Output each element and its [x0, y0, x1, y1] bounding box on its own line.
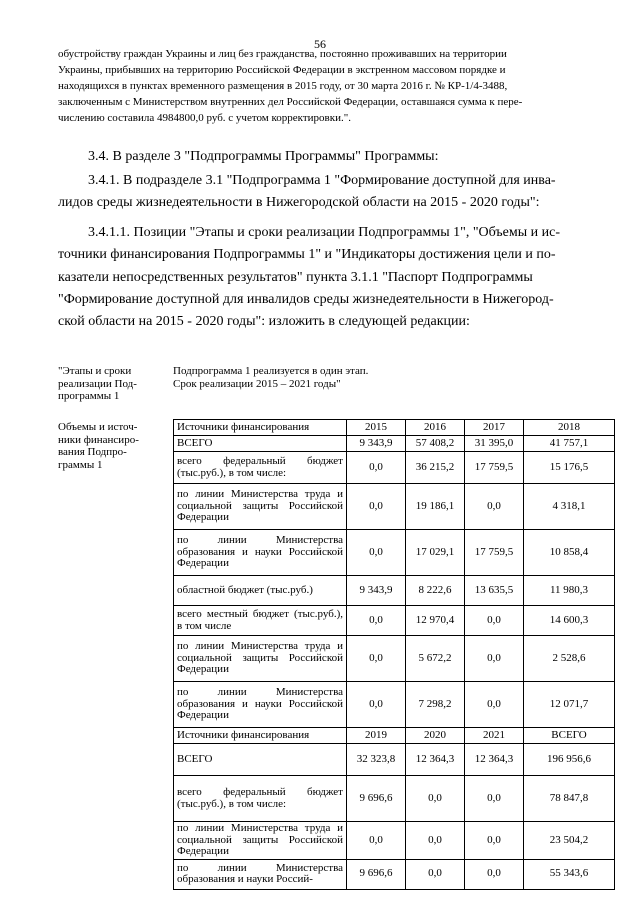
- intro-line: Украины, прибывших на территорию Российской Федерации в экстренном массовом порядке и: [58, 64, 506, 76]
- value-cell: 55 343,6: [524, 859, 615, 889]
- value-cell: 12 071,7: [524, 682, 615, 728]
- paragraph-line: точники финансирования Подпрограммы 1" и "Индикаторы достижения цели и по-: [58, 247, 556, 263]
- value-cell: 7 298,2: [406, 682, 465, 728]
- value-cell: 41 757,1: [524, 436, 615, 452]
- header-cell-source: Источники финансирования: [174, 420, 347, 436]
- value-cell: 12 364,3: [465, 744, 524, 776]
- row-label-cell: всего федеральный бюджет (тыс.руб.), в том числе:: [174, 452, 347, 484]
- value-cell: 0,0: [347, 606, 406, 636]
- row-label-cell: по линии Министерства труда и социальной защиты Российской Федерации: [174, 636, 347, 682]
- value-cell: 0,0: [406, 822, 465, 860]
- value-cell: 4 318,1: [524, 484, 615, 530]
- label-line: программы 1: [58, 390, 120, 402]
- value-cell: 57 408,2: [406, 436, 465, 452]
- value-cell: 0,0: [465, 636, 524, 682]
- value-cell: 14 600,3: [524, 606, 615, 636]
- amendment-paragraph: [58, 222, 590, 333]
- value-cell: 36 215,2: [406, 452, 465, 484]
- value-cell: 15 176,5: [524, 452, 615, 484]
- value-cell: 0,0: [465, 776, 524, 822]
- value-cell: 5 672,2: [406, 636, 465, 682]
- section-heading: 3.4. В разделе 3 "Подпрограммы Программы" Программы:: [88, 149, 439, 164]
- value-cell: 0,0: [347, 530, 406, 576]
- value-cell: 9 343,9: [347, 436, 406, 452]
- row-label-cell: по линии Министерства труда и социальной защиты Российской Федерации: [174, 484, 347, 530]
- table-header-row: [174, 420, 615, 436]
- row-label-cell: областной бюджет (тыс.руб.): [174, 576, 347, 606]
- value-cell: 9 696,6: [347, 776, 406, 822]
- row-label-cell: по линии Министерства образования и науки Россий-: [174, 859, 347, 889]
- value-cell: 17 759,5: [465, 452, 524, 484]
- row-label-cell: ВСЕГО: [174, 436, 347, 452]
- value-cell: 31 395,0: [465, 436, 524, 452]
- value-cell: 32 323,8: [347, 744, 406, 776]
- label-line: вания Подпро-: [58, 446, 127, 458]
- value-cell: 0,0: [465, 484, 524, 530]
- intro-line: заключенным с Министерством внутренних дел Российской Федерации, оставшаяся сумма к пере-: [58, 96, 523, 108]
- value-cell: 0,0: [406, 776, 465, 822]
- subsection-paragraph: [58, 170, 590, 215]
- table-row: [174, 636, 615, 682]
- intro-line: находящихся в пунктах временного размещения в 2015 году, от 30 марта 2016 г. № КР-1/4-3488,: [58, 80, 508, 92]
- value-cell: 2 528,6: [524, 636, 615, 682]
- paragraph-line: 3.4.1. В подразделе 3.1 "Подпрограмма 1 "Формирование доступной для инва-: [88, 173, 556, 188]
- paragraph-line: казатели непосредственных результатов" пункта 3.1.1 "Паспорт Подпрограммы: [58, 269, 533, 285]
- label-line: ники финансиро-: [58, 433, 139, 446]
- value-cell: 8 222,6: [406, 576, 465, 606]
- label-line: Объемы и источ-: [58, 421, 138, 433]
- paragraph-line: ской области на 2015 - 2020 годы": изложить в следующей редакции:: [58, 314, 470, 330]
- header-cell-year: ВСЕГО: [524, 728, 615, 744]
- row-label-cell: по линии Министерства образования и науки Российской Федерации: [174, 682, 347, 728]
- value-cell: 0,0: [347, 484, 406, 530]
- row-label-cell: всего федеральный бюджет (тыс.руб.), в том числе:: [174, 776, 347, 822]
- value-cell: 0,0: [465, 859, 524, 889]
- intro-paragraph: [58, 46, 590, 126]
- table-row: [174, 822, 615, 860]
- table-row: [174, 452, 615, 484]
- value-cell: 13 635,5: [465, 576, 524, 606]
- value-cell: 9 343,9: [347, 576, 406, 606]
- value-cell: 9 696,6: [347, 859, 406, 889]
- intro-line: числению составила 4984800,0 руб. с учетом корректировки.".: [58, 112, 351, 124]
- funding-table: [173, 419, 615, 890]
- value-cell: 12 364,3: [406, 744, 465, 776]
- table-header-row: [174, 728, 615, 744]
- row-label-cell: по линии Министерства труда и социальной защиты Российской Федерации: [174, 822, 347, 860]
- header-cell-year: 2016: [406, 420, 465, 436]
- value-cell: 0,0: [465, 682, 524, 728]
- label-line: "Этапы и сроки: [58, 365, 132, 377]
- value-cell: 0,0: [347, 452, 406, 484]
- value-cell: 0,0: [347, 636, 406, 682]
- row-label-cell: ВСЕГО: [174, 744, 347, 776]
- value-cell: 12 970,4: [406, 606, 465, 636]
- value-cell: 10 858,4: [524, 530, 615, 576]
- value-cell: 23 504,2: [524, 822, 615, 860]
- value-cell: 196 956,6: [524, 744, 615, 776]
- table-row: [174, 436, 615, 452]
- header-cell-year: 2019: [347, 728, 406, 744]
- funding-label: [58, 421, 164, 471]
- stages-line: Подпрограмма 1 реализуется в один этап.: [173, 365, 369, 377]
- table-row: [174, 682, 615, 728]
- value-cell: 17 759,5: [465, 530, 524, 576]
- value-cell: 19 186,1: [406, 484, 465, 530]
- table-row: [174, 530, 615, 576]
- row-label-cell: по линии Министерства образования и науки Российской Федерации: [174, 530, 347, 576]
- value-cell: 0,0: [347, 682, 406, 728]
- header-cell-year: 2015: [347, 420, 406, 436]
- value-cell: 78 847,8: [524, 776, 615, 822]
- table-row: [174, 744, 615, 776]
- paragraph-line: лидов среды жизнедеятельности в Нижегородской области на 2015 - 2020 годы":: [58, 195, 540, 211]
- label-line: граммы 1: [58, 458, 103, 471]
- table-row: [174, 859, 615, 889]
- header-cell-year: 2021: [465, 728, 524, 744]
- page-number: 56: [314, 37, 326, 51]
- intro-line: обустройству граждан Украины и лиц без гражданства, постоянно проживавших на территории: [58, 48, 507, 60]
- table-row: [174, 576, 615, 606]
- header-cell-year: 2018: [524, 420, 615, 436]
- label-line: реализации Под-: [58, 377, 137, 390]
- header-cell-year: 2017: [465, 420, 524, 436]
- paragraph-line: "Формирование доступной для инвалидов среды жизнедеятельности в Нижегород-: [58, 291, 554, 307]
- header-cell-year: 2020: [406, 728, 465, 744]
- stages-label: [58, 365, 164, 403]
- table-row: [174, 484, 615, 530]
- paragraph-line: 3.4.1.1. Позиции "Этапы и сроки реализации Подпрограммы 1", "Объемы и ис-: [88, 225, 561, 240]
- value-cell: 11 980,3: [524, 576, 615, 606]
- value-cell: 17 029,1: [406, 530, 465, 576]
- value-cell: 0,0: [406, 859, 465, 889]
- value-cell: 0,0: [465, 606, 524, 636]
- value-cell: 0,0: [465, 822, 524, 860]
- stages-line: Срок реализации 2015 – 2021 годы": [173, 377, 341, 390]
- table-row: [174, 606, 615, 636]
- header-cell-source: Источники финансирования: [174, 728, 347, 744]
- row-label-cell: всего местный бюджет (тыс.руб.), в том числе: [174, 606, 347, 636]
- value-cell: 0,0: [347, 822, 406, 860]
- table-row: [174, 776, 615, 822]
- stages-text: [173, 365, 368, 390]
